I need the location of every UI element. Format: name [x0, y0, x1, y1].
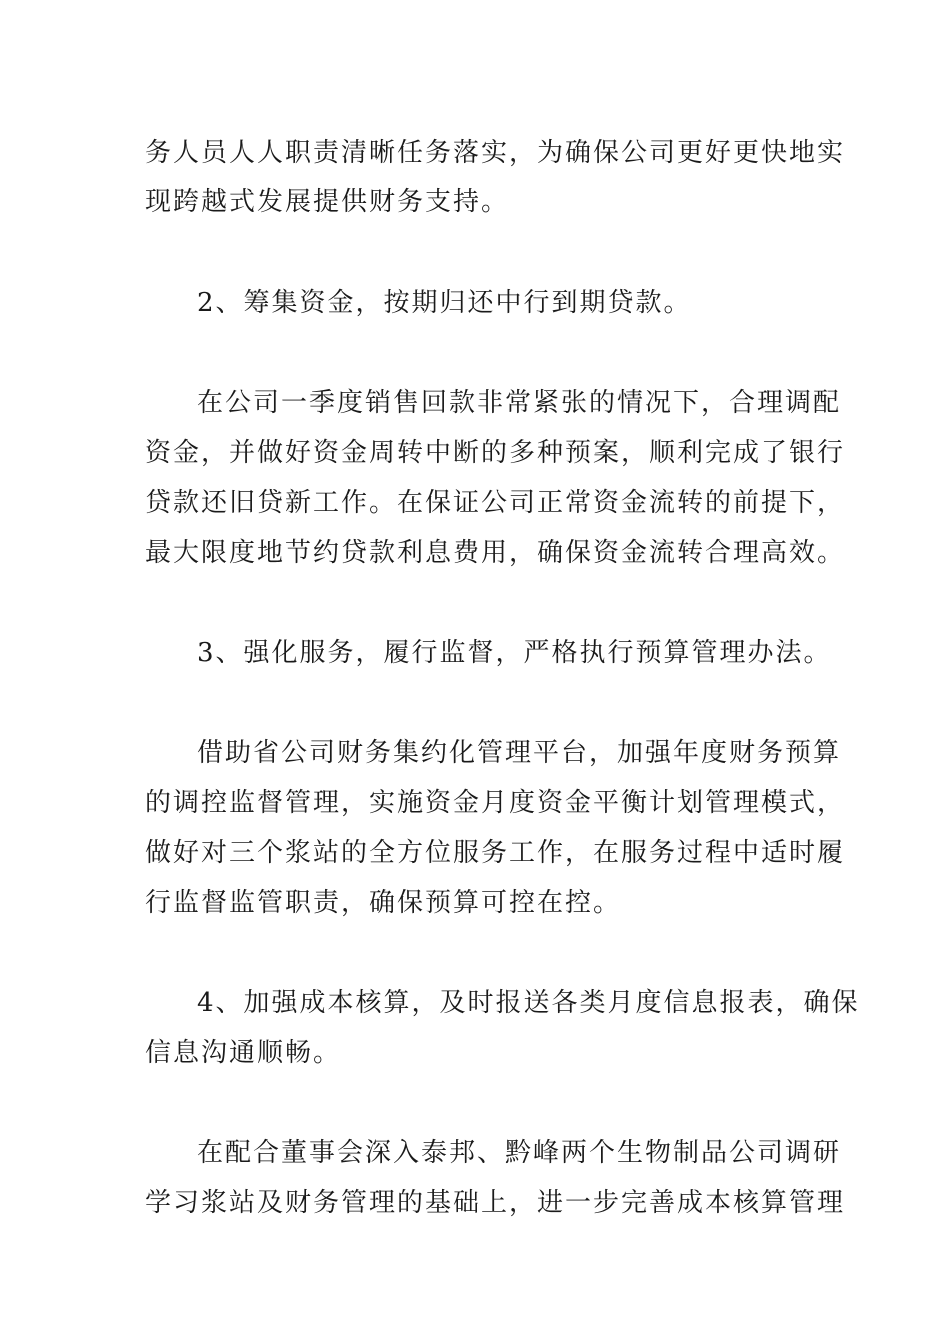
section-heading-3: 3、强化服务，履行监督，严格执行预算管理办法。	[197, 638, 832, 668]
paragraph-5-line-1: 借助省公司财务集约化管理平台，加强年度财务预算	[197, 738, 842, 768]
paragraph-3-line-2: 资金，并做好资金周转中断的多种预案，顺利完成了银行	[145, 438, 846, 468]
paragraph-3-line-3: 贷款还旧贷新工作。在保证公司正常资金流转的前提下，	[145, 488, 846, 518]
paragraph-5-line-4: 行监督监管职责，确保预算可控在控。	[145, 888, 622, 918]
paragraph-7-line-2: 学习浆站及财务管理的基础上，进一步完善成本核算管理	[145, 1188, 846, 1218]
section-heading-4-line-1: 4、加强成本核算，及时报送各类月度信息报表，确保	[197, 988, 860, 1018]
section-heading-4-line-2: 信息沟通顺畅。	[145, 1038, 342, 1068]
paragraph-1-line-2: 现跨越式发展提供财务支持。	[145, 187, 510, 217]
paragraph-7-line-1: 在配合董事会深入泰邦、黔峰两个生物制品公司调研	[197, 1138, 842, 1168]
paragraph-3-line-1: 在公司一季度销售回款非常紧张的情况下，合理调配	[197, 388, 842, 418]
paragraph-5-line-3: 做好对三个浆站的全方位服务工作，在服务过程中适时履	[145, 838, 846, 868]
paragraph-1-line-1: 务人员人人职责清晰任务落实，为确保公司更好更快地实	[145, 138, 846, 168]
paragraph-5-line-2: 的调控监督管理，实施资金月度资金平衡计划管理模式，	[145, 788, 846, 818]
section-heading-2: 2、筹集资金，按期归还中行到期贷款。	[197, 288, 692, 318]
paragraph-3-line-4: 最大限度地节约贷款利息费用，确保资金流转合理高效。	[145, 538, 846, 568]
